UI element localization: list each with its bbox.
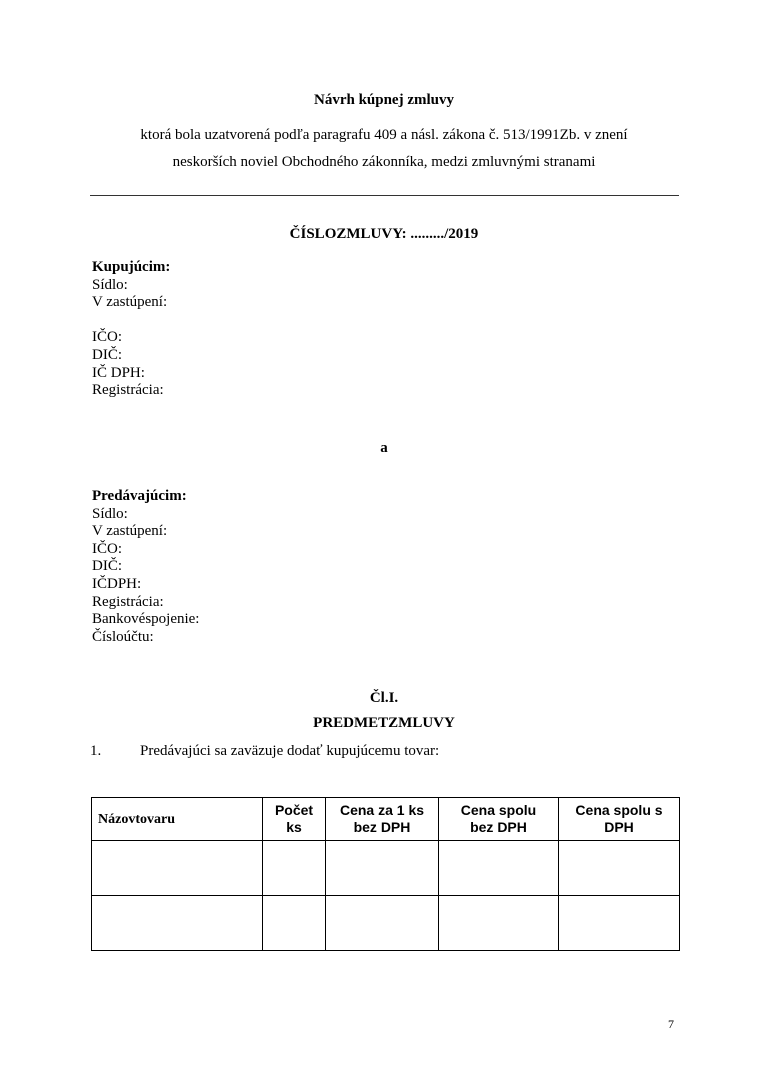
intro-text: [90, 122, 678, 176]
header-line: bez DPH: [470, 819, 527, 835]
article-number: Čl.I.: [369, 690, 399, 706]
header-line: Cena spolu: [460, 802, 537, 818]
header-line: ks: [286, 819, 302, 835]
column-header-total-gross: [559, 798, 680, 841]
table-cell: [439, 841, 559, 896]
seller-field: Sídlo:: [92, 505, 128, 522]
seller-block: [92, 488, 199, 646]
table-cell: [559, 896, 680, 951]
column-header-count: [263, 798, 326, 841]
item-number: 1.: [90, 743, 102, 759]
page-number: 7: [668, 1017, 674, 1031]
buyer-field: V zastúpení:: [92, 294, 168, 311]
seller-field: V zastúpení:: [92, 523, 168, 540]
seller-field: Čísloúčtu:: [92, 628, 154, 645]
header-line: Cena spolu s: [575, 802, 663, 818]
header-line: Počet: [274, 802, 314, 818]
seller-field: IČDPH:: [92, 575, 142, 592]
buyer-field: IČ DPH:: [92, 364, 145, 381]
party-separator: a: [380, 440, 388, 456]
article-title: PREDMETZMLUVY: [313, 715, 455, 731]
table-cell: [326, 896, 439, 951]
table-row: [92, 896, 680, 951]
seller-field: IČO:: [92, 540, 122, 557]
document-title: Návrh kúpnej zmluvy: [313, 92, 455, 108]
seller-heading: Predávajúcim:: [92, 488, 187, 504]
buyer-heading: Kupujúcim:: [92, 259, 171, 275]
buyer-field: IČO:: [92, 329, 122, 346]
table-row: [92, 841, 680, 896]
header-line: Cena za 1 ks: [339, 802, 425, 818]
buyer-field: Registrácia:: [92, 382, 164, 399]
buyer-field: DIČ:: [92, 346, 122, 363]
table-cell: [92, 896, 263, 951]
table-cell: [326, 841, 439, 896]
buyer-block: [92, 259, 170, 400]
buyer-field-blank: [92, 312, 170, 330]
table-cell: [559, 841, 680, 896]
table-cell: [92, 841, 263, 896]
column-header-name: Názovtovaru: [92, 798, 263, 841]
article-item: [90, 743, 690, 760]
column-header-total-net: [439, 798, 559, 841]
contract-number: ČÍSLOZMLUVY: ........./2019: [289, 226, 479, 242]
header-line: DPH: [604, 819, 634, 835]
column-header-unit-price: [326, 798, 439, 841]
seller-field: DIČ:: [92, 558, 122, 575]
table-header-row: [92, 798, 680, 841]
table-cell: [263, 896, 326, 951]
horizontal-divider: [90, 195, 679, 196]
buyer-field: Sídlo:: [92, 276, 128, 293]
seller-field: Bankovéspojenie:: [92, 611, 200, 628]
item-text: Predávajúci sa zaväzuje dodať kupujúcemu tovar:: [140, 743, 440, 759]
seller-field: Registrácia:: [92, 593, 164, 610]
intro-line: neskorších noviel Obchodného zákonníka, medzi zmluvnými stranami: [172, 154, 596, 170]
table-cell: [439, 896, 559, 951]
table-cell: [263, 841, 326, 896]
goods-table: [91, 797, 680, 951]
header-line: bez DPH: [353, 819, 411, 835]
intro-line: ktorá bola uzatvorená podľa paragrafu 409 a násl. zákona č. 513/1991Zb. v znení: [140, 127, 628, 143]
